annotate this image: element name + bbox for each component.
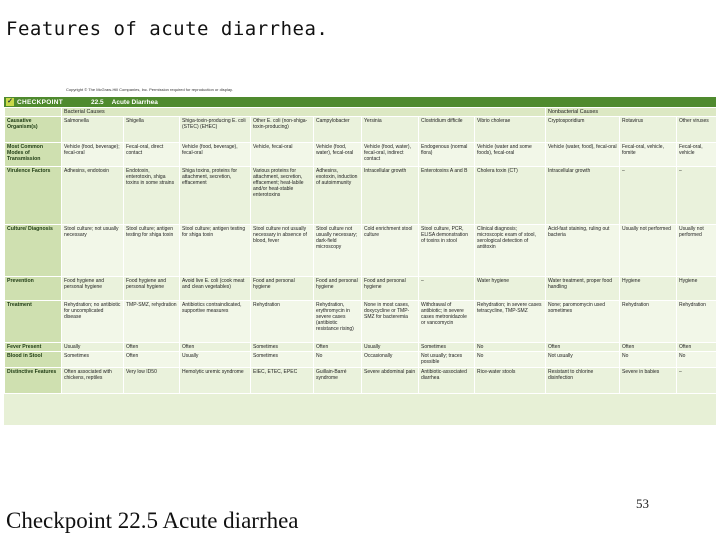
acute-diarrhea-table xyxy=(4,107,717,394)
table-cell: Often associated with chickens, reptiles xyxy=(62,368,124,394)
table-cell: Not usually; traces possible xyxy=(419,352,475,368)
table-cell: Vehicle, fecal-oral xyxy=(251,143,314,167)
table-cell: No xyxy=(620,352,677,368)
table-cell: Stool culture not usually necessary in absence of blood, fever xyxy=(251,225,314,277)
table-cell: Rehydration; no antibiotic for uncomplicated disease xyxy=(62,301,124,343)
slide-caption: Checkpoint 22.5 Acute diarrhea xyxy=(6,508,299,533)
row-header: Prevention xyxy=(5,277,62,301)
table-cell: Fecal-oral, direct contact xyxy=(124,143,180,167)
table-cell: Vehicle (food, water), fecal-oral, indirect contact xyxy=(362,143,419,167)
row-header: Virulence Factors xyxy=(5,167,62,225)
row-header: Blood in Stool xyxy=(5,352,62,368)
acute-diarrhea-table-container xyxy=(4,107,716,425)
row-header: Causative Organism(s) xyxy=(5,117,62,143)
table-cell: Water hygiene xyxy=(475,277,546,301)
table-row xyxy=(5,143,717,167)
checkpoint-title: Acute Diarrhea xyxy=(111,98,158,106)
table-cell: Stool culture, PCR, ELISA demonstration of toxins in stool xyxy=(419,225,475,277)
table-cell: None in most cases, doxycycline or TMP-SMZ for bacteremia xyxy=(362,301,419,343)
checkmark-icon: ✓ xyxy=(7,98,13,105)
table-cell: None; paromomycin used sometimes xyxy=(546,301,620,343)
table-cell: Adhesins, exotoxin, induction of autoimmunity xyxy=(314,167,362,225)
table-cell: Food hygiene and personal hygiene xyxy=(62,277,124,301)
table-cell: Food and personal hygiene xyxy=(362,277,419,301)
slide-title: Features of acute diarrhea. xyxy=(6,18,329,40)
table-cell: Adhesins, endotoxin xyxy=(62,167,124,225)
bacterial-causes-header: Bacterial Causes xyxy=(62,108,546,117)
table-cell: Stool culture not usually necessary; dark-field microscopy xyxy=(314,225,362,277)
table-row xyxy=(5,167,717,225)
table-cell: Stool culture; antigen testing for shiga toxin xyxy=(124,225,180,277)
table-row xyxy=(5,343,717,352)
table-cell: Avoid live E. coli (cook meat and clean vegetables) xyxy=(180,277,251,301)
table-cell: Rehydration xyxy=(677,301,717,343)
table-cell: Clinical diagnosis; microscopic exam of stool, serological detection of antitoxin xyxy=(475,225,546,277)
table-row xyxy=(5,225,717,277)
table-cell: Vehicle (food, beverage), fecal-oral xyxy=(180,143,251,167)
table-cell: Sometimes xyxy=(419,343,475,352)
table-cell: Vehicle (water and some foods), fecal-oral xyxy=(475,143,546,167)
table-cell: Intracellular growth xyxy=(362,167,419,225)
table-cell: – xyxy=(677,167,717,225)
page-number: 53 xyxy=(636,496,649,511)
table-cell: Campylobacter xyxy=(314,117,362,143)
table-cell: Fecal-oral, vehicle, fomite xyxy=(620,143,677,167)
table-cell: No xyxy=(677,352,717,368)
table-cell: Severe abdominal pain xyxy=(362,368,419,394)
table-cell: Vehicle (water, food), fecal-oral xyxy=(546,143,620,167)
table-cell: Shiga-toxin-producing E. coli (STEC) (EHEC) xyxy=(180,117,251,143)
table-row xyxy=(5,368,717,394)
table-row xyxy=(5,277,717,301)
row-header: Treatment xyxy=(5,301,62,343)
table-body xyxy=(5,117,717,394)
table-cell: Vibrio cholerae xyxy=(475,117,546,143)
table-cell: Stool culture; antigen testing for shiga toxin xyxy=(180,225,251,277)
table-cell: Rehydration xyxy=(620,301,677,343)
table-cell: Yersinia xyxy=(362,117,419,143)
table-cell: Often xyxy=(677,343,717,352)
table-cell: Enterotoxins A and B xyxy=(419,167,475,225)
table-cell: – xyxy=(419,277,475,301)
table-cell: Often xyxy=(314,343,362,352)
table-cell: Rehydration, erythromycin in severe cases (antibiotic resistance rising) xyxy=(314,301,362,343)
table-cell: Rehydration xyxy=(251,301,314,343)
table-cell: Water treatment, proper food handling xyxy=(546,277,620,301)
table-cell: Vehicle (food, beverage); fecal-oral xyxy=(62,143,124,167)
checkpoint-number: 22.5 xyxy=(90,98,104,106)
table-cell: Withdrawal of antibiotic; in severe cases metronidazole or vancomycin xyxy=(419,301,475,343)
table-cell: Shigella xyxy=(124,117,180,143)
table-cell: Often xyxy=(180,343,251,352)
table-cell: Salmonella xyxy=(62,117,124,143)
table-cell: Endogenous (normal flora) xyxy=(419,143,475,167)
table-cell: – xyxy=(620,167,677,225)
table-cell: Fecal-oral, vehicle xyxy=(677,143,717,167)
table-row xyxy=(5,117,717,143)
table-cell: Various proteins for attachment, secretion, effacement; heat-labile and/or heat-stable enterotoxins xyxy=(251,167,314,225)
table-cell: No xyxy=(314,352,362,368)
table-cell: Often xyxy=(546,343,620,352)
table-row xyxy=(5,301,717,343)
table-cell: Antibiotic-associated diarrhea xyxy=(419,368,475,394)
table-cell: EIEC, ETEC, EPEC xyxy=(251,368,314,394)
table-cell: Resistant to chlorine disinfection xyxy=(546,368,620,394)
checkpoint-label: CHECKPOINT xyxy=(17,98,63,106)
table-cell: Sometimes xyxy=(251,343,314,352)
table-cell: Usually xyxy=(180,352,251,368)
table-cell: Antibiotics contraindicated, supportive measures xyxy=(180,301,251,343)
table-cell: Intracellular growth xyxy=(546,167,620,225)
table-cell: Sometimes xyxy=(62,352,124,368)
row-header: Distinctive Features xyxy=(5,368,62,394)
table-cell: Food and personal hygiene xyxy=(251,277,314,301)
table-row xyxy=(5,352,717,368)
table-cell: Rehydration; in severe cases tetracycline, TMP-SMZ xyxy=(475,301,546,343)
table-cell: Often xyxy=(620,343,677,352)
table-cell: – xyxy=(677,368,717,394)
table-cell: Sometimes xyxy=(251,352,314,368)
table-cell: TMP-SMZ, rehydration xyxy=(124,301,180,343)
table-cell: Clostridium difficile xyxy=(419,117,475,143)
row-header: Fever Present xyxy=(5,343,62,352)
copyright-notice: Copyright © The McGraw-Hill Companies, Inc. Permission required for reproduction or display. xyxy=(66,87,233,92)
table-cell: Often xyxy=(124,352,180,368)
table-cell: Acid-fast staining, ruling out bacteria xyxy=(546,225,620,277)
table-cell: Hygiene xyxy=(620,277,677,301)
table-cell: Hemolytic uremic syndrome xyxy=(180,368,251,394)
checkpoint-header-bar xyxy=(4,97,716,107)
table-cell: Cold enrichment stool culture xyxy=(362,225,419,277)
table-cell: Usually not performed xyxy=(677,225,717,277)
table-cell: Not usually xyxy=(546,352,620,368)
header-spacer xyxy=(5,108,62,117)
table-cell: Other E. coli (non-shiga-toxin-producing) xyxy=(251,117,314,143)
row-header: Culture/ Diagnosis xyxy=(5,225,62,277)
table-cell: Cryptosporidium xyxy=(546,117,620,143)
table-cell: Shiga toxins, proteins for attachment, secretion, effacement xyxy=(180,167,251,225)
table-cell: Endotoxin, enterotoxin, shiga toxins in some strains xyxy=(124,167,180,225)
table-cell: Very low ID50 xyxy=(124,368,180,394)
row-header: Most Common Modes of Transmission xyxy=(5,143,62,167)
table-cell: Severe in babies xyxy=(620,368,677,394)
nonbacterial-causes-header: Nonbacterial Causes xyxy=(546,108,717,117)
table-cell: Vehicle (food, water), fecal-oral xyxy=(314,143,362,167)
table-cell: Often xyxy=(124,343,180,352)
table-cell: Guillain-Barré syndrome xyxy=(314,368,362,394)
table-cell: Hygiene xyxy=(677,277,717,301)
table-cell: Rotavirus xyxy=(620,117,677,143)
table-cell: Food hygiene and personal hygiene xyxy=(124,277,180,301)
table-cell: No xyxy=(475,343,546,352)
table-cell: Other viruses xyxy=(677,117,717,143)
table-cell: Occasionally xyxy=(362,352,419,368)
table-cell: Usually xyxy=(62,343,124,352)
table-cell: Usually not performed xyxy=(620,225,677,277)
table-cell: Usually xyxy=(362,343,419,352)
table-cell: Food and personal hygiene xyxy=(314,277,362,301)
table-cell: Rice-water stools xyxy=(475,368,546,394)
table-cell: Cholera toxin (CT) xyxy=(475,167,546,225)
table-cell: No xyxy=(475,352,546,368)
table-cell: Stool culture; not usually necessary xyxy=(62,225,124,277)
